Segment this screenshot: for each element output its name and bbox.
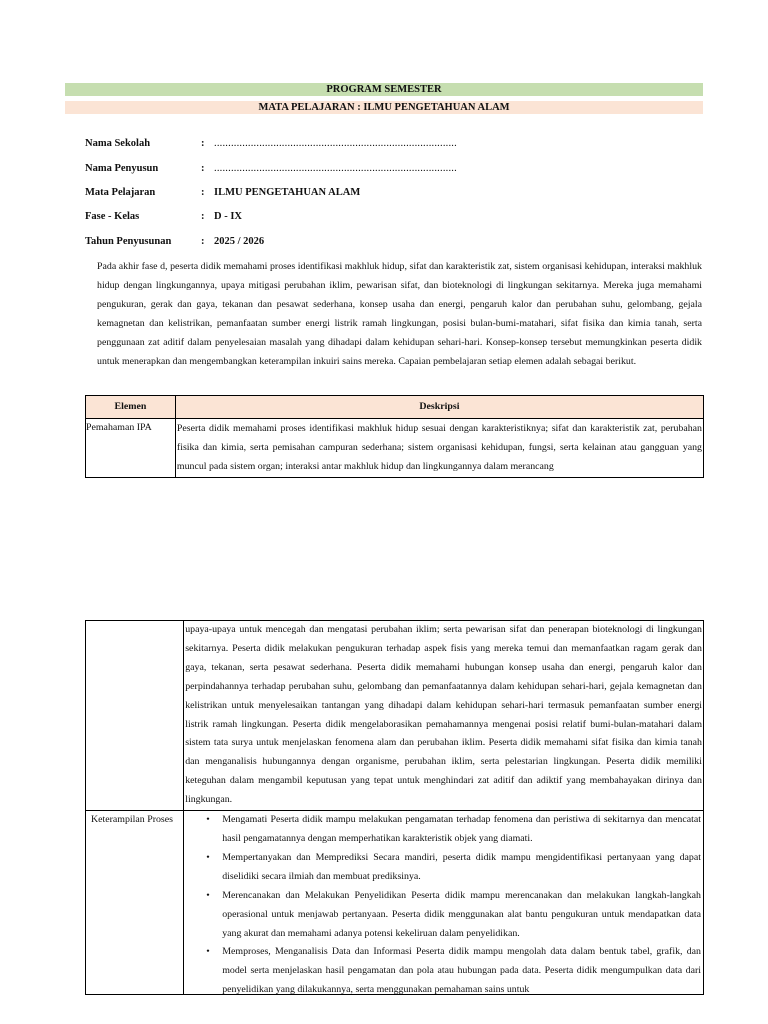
list-item-text: Memproses, Menganalisis Data dan Informasi Peserta didik mampu mengolah data dalam bentuk tabel, grafik, dan model serta menjelaskan hasil pengamatan dan pola atau hubungan pada data. Peserta didik mengumpulkan data dari penyelidikan yang dilakukannya, serta menggunakan pemahaman sains untuk [222, 946, 701, 995]
info-value: ...................................................................................... [214, 138, 457, 149]
header-element: Elemen [86, 396, 176, 419]
learning-outcomes-table [85, 395, 704, 478]
intro-paragraph: Pada akhir fase d, peserta didik memahami proses identifikasi makhluk hidup, sifat dan karakteristik zat, sistem organisasi kehidupan, interaksi makhluk hidup dengan lingkungannya, upaya mitigasi perubahan iklim, pewarisan sifat, dan bioteknologi di lingkungan sekitarnya. Mereka juga memahami pengukuran, gerak dan gaya, tekanan dan pesawat sederhana, konsep usaha dan energi, pengaruh kalor dan perubahan suhu, gelombang, gejala kemagnetan dan kelistrikan, pemanfaatan sumber energi listrik ramah lingkungan, posisi bulan-bumi-matahari, sifat fisika dan kimia tanah, serta penggunaan zat aditif dalam penyelesaian masalah yang dihadapi dalam kehidupan sehari-hari. Konsep-konsep tersebut memungkinkan peserta didik untuk menerapkan dan mengembangkan keterampilan inkuiri sains mereka. Capaian pembelajaran setiap elemen adalah sebagai berikut. [97, 261, 702, 367]
bullet-list-clip [184, 811, 703, 994]
info-value: ...................................................................................... [214, 163, 457, 174]
list-item-text: Merencanakan dan Melakukan Penyelidikan Peserta didik mampu merencanakan dan melakukan langkah-langkah operasional untuk menjawab pertanyaan. Peserta didik menggunakan alat bantu pengukuran untuk mendapatkan data yang akurat dan memahami adanya potensi kekeliruan dalam penyelidikan. [222, 889, 701, 939]
info-colon: : [201, 163, 205, 174]
description-text: Peserta didik memahami proses identifikasi makhluk hidup sesuai dengan karakteristiknya; sifat dan karakteristik zat, perubahan fisika dan kimia, serta pemisahan campuran sederhana; sistem organisasi kehidupan, fungsi, serta kelainan atau gangguan yang muncul pada sistem organ; interaksi antar makhluk hidup dan lingkungannya dalam merancang [176, 423, 702, 472]
learning-outcomes-table-continued [85, 620, 704, 995]
info-value: D - IX [214, 211, 242, 222]
info-colon: : [201, 138, 205, 149]
info-label: Mata Pelajaran [85, 187, 156, 198]
bullet-icon: • [206, 889, 210, 901]
info-label: Tahun Penyusunan [85, 236, 172, 247]
bullet-icon: • [206, 946, 210, 958]
info-label: Fase - Kelas [85, 211, 140, 222]
info-colon: : [201, 187, 205, 198]
info-colon: : [201, 211, 205, 222]
bullet-icon: • [206, 851, 210, 863]
info-label: Nama Sekolah [85, 138, 151, 149]
table-row [86, 621, 704, 811]
table-header-row [86, 396, 704, 419]
info-value: 2025 / 2026 [214, 236, 265, 247]
info-value: ILMU PENGETAHUAN ALAM [214, 187, 361, 198]
info-label: Nama Penyusun [85, 163, 159, 174]
skills-bullet-list [184, 811, 703, 994]
description-cell [175, 419, 703, 478]
table-row [86, 419, 704, 478]
description-text: upaya-upaya untuk mencegah dan mengatasi perubahan iklim; serta pewarisan sifat dan penerapan bioteknologi di lingkungan sekitarnya. Peserta didik melakukan pengukuran terhadap aspek fisis yang mereka temui dan memanfaatkan ragam gerak dan gaya, tekanan, serta pesawat sederhana. Peserta didik memahami hubungan konsep usaha dan energi, pengaruh kalor dan perpindahannya terhadap perubahan suhu, gelombang dan pemanfaatannya dalam kehidupan sehari-hari, gejala kemagnetan dan kelistrikan untuk menyelesaikan tantangan yang dihadapi dalam kehidupan sehari-hari termasuk pemanfaatan sumber energi listrik ramah lingkungan. Peserta didik mengelaborasikan pemahamannya mengenai posisi relatif bumi-bulan-matahari dalam sistem tata surya untuk menjelaskan fenomena alam dan perubahan iklim. Peserta didik memahami sifat fisika dan kimia tanah dan menganalisis hubungannya dengan organisme, perubahan iklim, serta pelestarian lingkungan. Peserta didik memiliki keteguhan dalam mengambil keputusan yang tepat untuk menghindari zat aditif dan adiktif yang membahayakan dirinya dan lingkungan. [185, 624, 702, 806]
header-description: Deskripsi [175, 396, 703, 419]
description-cell [184, 811, 704, 995]
table-row [86, 811, 704, 995]
list-item [184, 887, 701, 944]
element-cell: Pemahaman IPA [86, 419, 176, 478]
info-colon: : [201, 236, 205, 247]
list-item [184, 849, 701, 887]
list-item [184, 811, 701, 849]
list-item-text: Mengamati Peserta didik mampu melakukan pengamatan terhadap fenomena dan peristiwa di sekitarnya dan mencatat hasil pengamatannya dengan memperhatikan karakteristik objek yang diamati. [222, 814, 701, 844]
element-cell-empty [86, 621, 184, 811]
bullet-icon: • [206, 814, 210, 826]
list-item-text: Mempertanyakan dan Memprediksi Secara mandiri, peserta didik mampu mengidentifikasi pertanyaan yang dapat diselidiki secara ilmiah dan membuat prediksinya. [222, 851, 701, 882]
document-title: PROGRAM SEMESTER [65, 83, 703, 96]
document-subtitle: MATA PELAJARAN : ILMU PENGETAHUAN ALAM [65, 101, 703, 114]
description-cell [184, 621, 704, 811]
element-cell: Keterampilan Proses [86, 811, 184, 995]
list-item [184, 943, 701, 994]
